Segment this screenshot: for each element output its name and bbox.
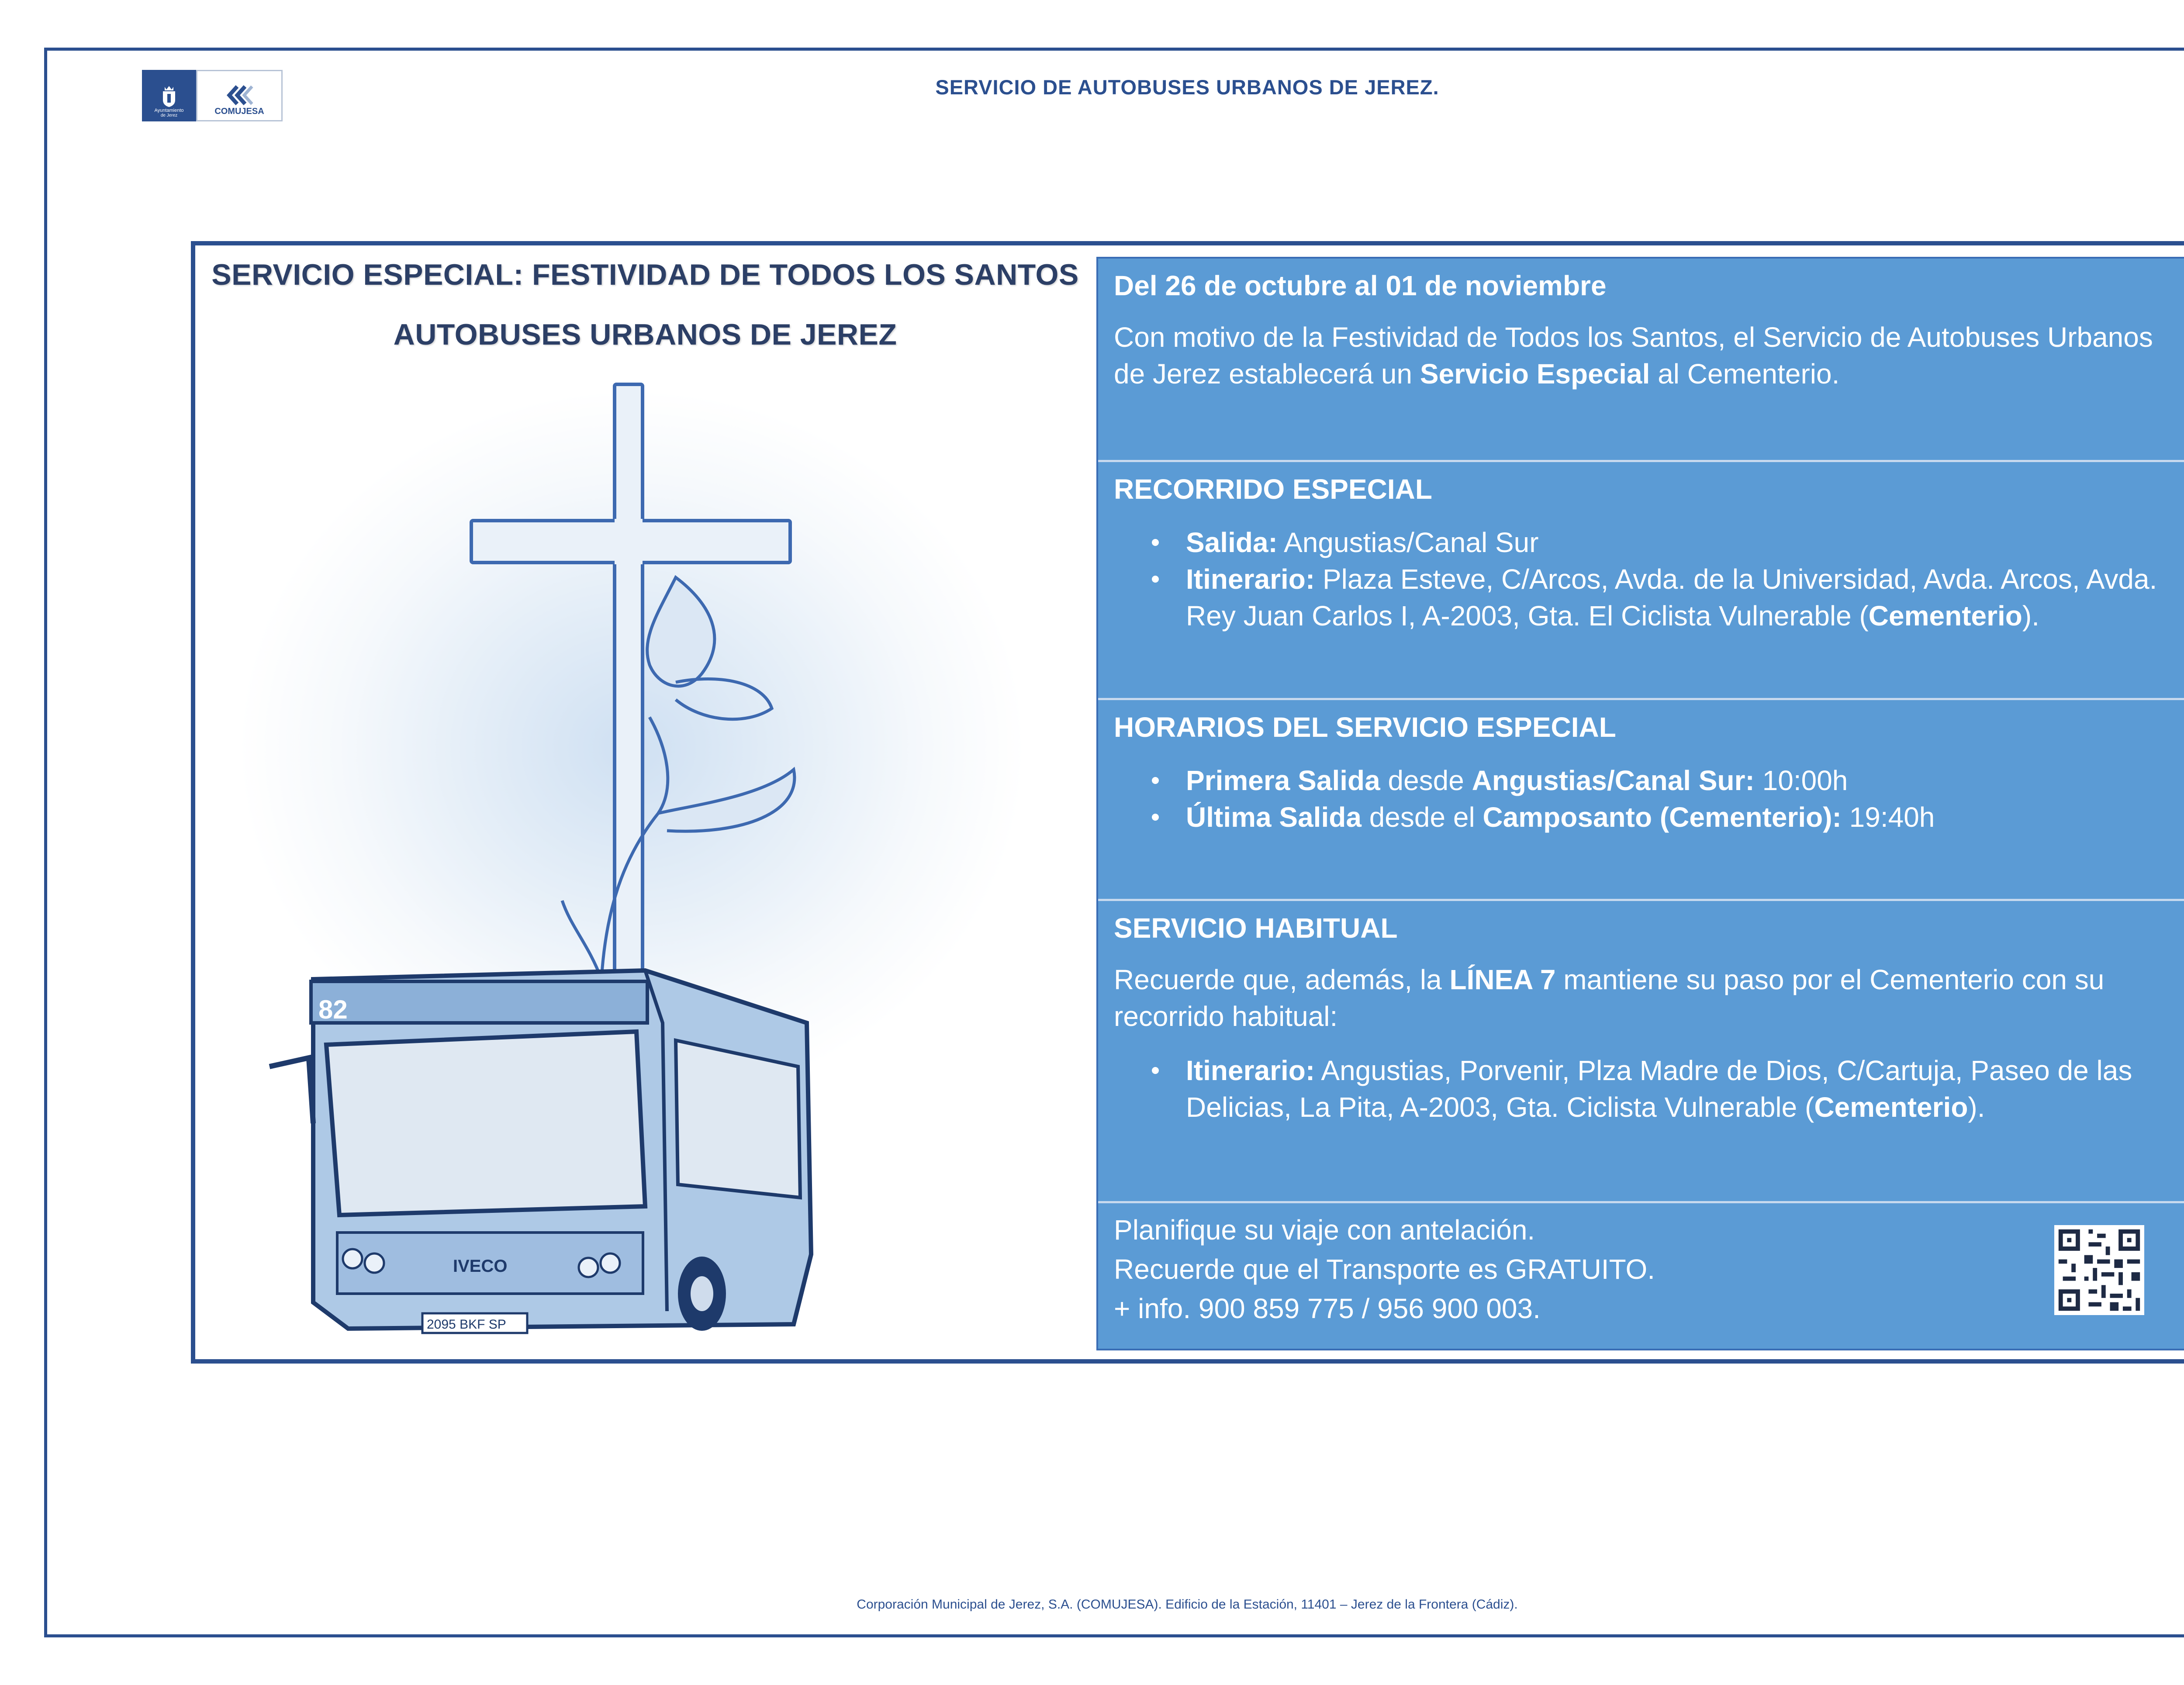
info-panel (1096, 257, 2184, 1350)
route-section (1098, 462, 2184, 700)
first-departure-label: Primera Salida (1186, 765, 1380, 796)
salida-label: Salida: (1186, 527, 1278, 558)
first-departure-time: 10:00h (1754, 765, 1848, 796)
bus-brand: IVECO (453, 1257, 508, 1276)
regular-text (1114, 961, 2181, 1035)
illustration-panel (195, 245, 1095, 1359)
page-title: SERVICIO DE AUTOBUSES URBANOS DE JEREZ. (935, 76, 1439, 99)
first-departure-place: Angustias/Canal Sur: (1472, 765, 1755, 796)
last-departure-time: 19:40h (1841, 801, 1935, 833)
last-departure-place: Camposanto (Cementerio): (1482, 801, 1842, 833)
last-departure-from: desde el (1361, 801, 1483, 833)
salida-value: Angustias/Canal Sur (1277, 527, 1539, 558)
schedule-section (1098, 700, 2184, 901)
list-item (1186, 762, 2181, 799)
regular-text-a: Recuerde que, además, la (1114, 964, 1450, 995)
itinerario-bold: Cementerio (1868, 600, 2022, 632)
qr-code-icon[interactable] (2054, 1225, 2144, 1315)
footer: Corporación Municipal de Jerez, S.A. (COMUJESA). Edificio de la Estación, 11401 – Jerez de la Frontera (Cádiz). (857, 1597, 1518, 1612)
poster-title-line2: AUTOBUSES URBANOS DE JEREZ (393, 318, 897, 351)
list-item (1186, 1052, 2181, 1126)
itinerario-value: Plaza Esteve, C/Arcos, Avda. de la Universidad, Avda. Arcos, Avda. Rey Juan Carlos I, A-2003, Gta. El Ciclista Vulnerable ( (1186, 563, 2157, 632)
route-title: RECORRIDO ESPECIAL (1114, 473, 1432, 505)
schedule-title: HORARIOS DEL SERVICIO ESPECIAL (1114, 711, 1616, 743)
bus-icon (270, 970, 811, 1333)
regular-itinerario-value: Angustias, Porvenir, Plza Madre de Dios, C/Cartuja, Paseo de las Delicias, La Pita, A-2003, Gta. Ciclista Vulnerable ( (1186, 1055, 2132, 1123)
itinerario-end: ). (2022, 600, 2039, 632)
poster (191, 241, 2184, 1364)
regular-itinerario-label: Itinerario: (1186, 1055, 1315, 1086)
list-item (1186, 524, 2181, 561)
plan-trip-text: Planifique su viaje con antelación. (1114, 1214, 1535, 1246)
regular-itinerario-end: ). (1968, 1091, 1985, 1123)
bus-route-number: 82 (318, 995, 348, 1024)
logo-ayto-line2: de Jerez (160, 113, 178, 118)
poster-title-line1: SERVICIO ESPECIAL: FESTIVIDAD DE TODOS LOS SANTOS (211, 258, 1079, 291)
info-section (1098, 1203, 2184, 1349)
list-item (1186, 799, 2181, 836)
regular-title: SERVICIO HABITUAL (1114, 912, 1398, 944)
date-range: Del 26 de octubre al 01 de noviembre (1114, 270, 1607, 301)
last-departure-label: Última Salida (1186, 801, 1362, 833)
intro-text-c: al Cementerio. (1650, 358, 1840, 390)
logo-comujesa-text: COMUJESA (214, 107, 264, 116)
cross-and-bus-illustration (195, 245, 1095, 1359)
regular-text-c: mantiene su paso por el Cementerio con su recorrido habitual: (1114, 964, 2105, 1032)
free-transport-text: Recuerde que el Transporte es GRATUITO. (1114, 1253, 1655, 1285)
bus-plate: 2095 BKF SP (427, 1317, 506, 1332)
info-phone: + info. 900 859 775 / 956 900 003. (1114, 1293, 1541, 1324)
regular-list (1114, 1052, 2181, 1126)
flower-icon (562, 577, 795, 979)
itinerario-label: Itinerario: (1186, 563, 1315, 595)
intro-section (1098, 259, 2184, 462)
route-list (1114, 524, 2181, 634)
intro-text (1114, 319, 2181, 392)
list-item (1186, 561, 2181, 634)
intro-text-a: Con motivo de la Festividad de Todos los Santos, el Servicio de Autobuses Urbanos de Jerez establecerá un (1114, 321, 2153, 390)
logo-ayto-line1: Ayuntamiento (154, 108, 184, 113)
regular-service-section (1098, 901, 2184, 1203)
schedule-list (1114, 762, 2181, 836)
cross-icon (471, 384, 790, 1048)
intro-text-bold: Servicio Especial (1420, 358, 1650, 390)
line-7: LÍNEA 7 (1449, 964, 1556, 995)
first-departure-from: desde (1380, 765, 1472, 796)
regular-itinerario-bold: Cementerio (1814, 1091, 1968, 1123)
